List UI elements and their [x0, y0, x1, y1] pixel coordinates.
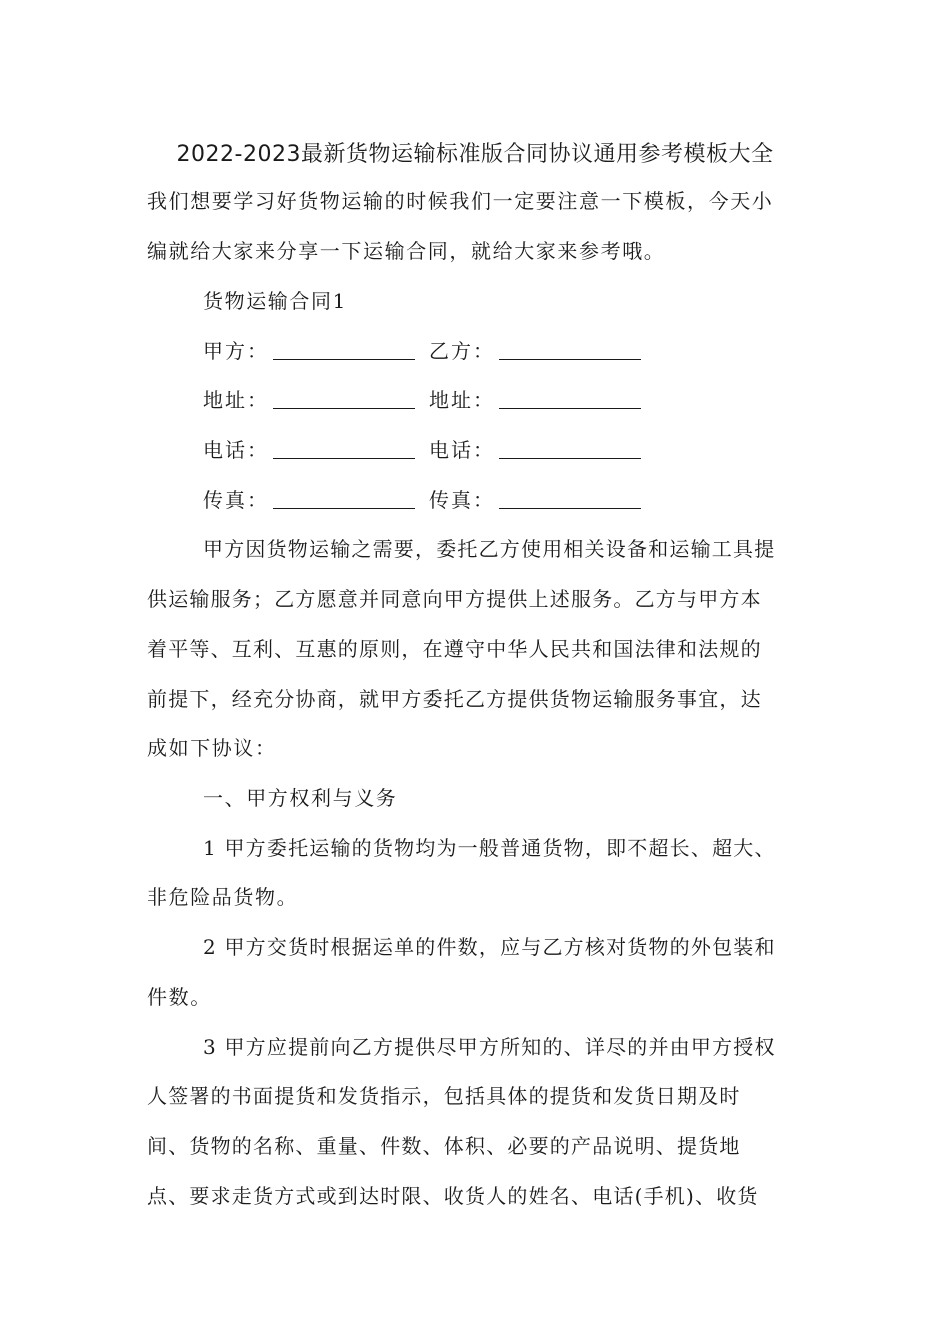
field-label: 传真： — [203, 488, 269, 512]
fill-in-blank — [499, 339, 641, 360]
preamble-line: 供运输服务；乙方愿意并同意向甲方提供上述服务。乙方与甲方本 — [147, 587, 762, 611]
clause-line: 件数。 — [147, 985, 212, 1009]
fill-in-blank — [273, 488, 415, 509]
clause-line: 1 甲方委托运输的货物均为一般普通货物，即不超长、超大、 — [203, 836, 776, 860]
document-title: 2022-2023最新货物运输标准版合同协议通用参考模板大全 — [176, 142, 774, 167]
fax-field-row — [203, 485, 641, 515]
field-label: 电话： — [429, 438, 495, 462]
preamble-line: 甲方因货物运输之需要，委托乙方使用相关设备和运输工具提 — [203, 537, 776, 561]
preamble-line: 着平等、互利、互惠的原则，在遵守中华人民共和国法律和法规的 — [147, 637, 762, 661]
address-field-row — [203, 385, 641, 415]
fill-in-blank — [273, 438, 415, 459]
section-heading: 一、甲方权利与义务 — [203, 786, 398, 810]
phone-field-row — [203, 435, 641, 465]
field-label: 地址： — [429, 388, 495, 412]
clause-line: 2 甲方交货时根据运单的件数，应与乙方核对货物的外包装和 — [203, 935, 776, 959]
intro-line: 编就给大家来分享一下运输合同，就给大家来参考哦。 — [147, 239, 666, 263]
clause-line: 3 甲方应提前向乙方提供尽甲方所知的、详尽的并由甲方授权 — [203, 1035, 776, 1059]
clause-line: 点、要求走货方式或到达时限、收货人的姓名、电话(手机)、收货 — [147, 1184, 759, 1208]
field-label: 电话： — [203, 438, 269, 462]
preamble-line: 成如下协议： — [147, 736, 277, 760]
party-a-field — [203, 336, 415, 366]
party-field-row — [203, 336, 641, 366]
party-b-address-field — [429, 385, 641, 415]
fill-in-blank — [273, 339, 415, 360]
field-label: 传真： — [429, 488, 495, 512]
preamble-line: 前提下，经充分协商，就甲方委托乙方提供货物运输服务事宜，达 — [147, 687, 762, 711]
party-a-address-field — [203, 385, 415, 415]
intro-line: 我们想要学习好货物运输的时候我们一定要注意一下模板，今天小 — [147, 189, 774, 213]
field-label: 乙方： — [429, 339, 495, 363]
party-a-phone-field — [203, 435, 415, 465]
party-b-field — [429, 336, 641, 366]
fill-in-blank — [499, 388, 641, 409]
contract-heading: 货物运输合同1 — [203, 289, 347, 313]
clause-line: 非危险品货物。 — [147, 885, 299, 909]
fill-in-blank — [499, 438, 641, 459]
party-b-phone-field — [429, 435, 641, 465]
fill-in-blank — [273, 388, 415, 409]
fill-in-blank — [499, 488, 641, 509]
field-label: 地址： — [203, 388, 269, 412]
party-b-fax-field — [429, 485, 641, 515]
clause-line: 间、货物的名称、重量、件数、体积、必要的产品说明、提货地 — [147, 1134, 741, 1158]
party-a-fax-field — [203, 485, 415, 515]
clause-line: 人签署的书面提货和发货指示，包括具体的提货和发货日期及时 — [147, 1084, 741, 1108]
field-label: 甲方： — [203, 339, 269, 363]
